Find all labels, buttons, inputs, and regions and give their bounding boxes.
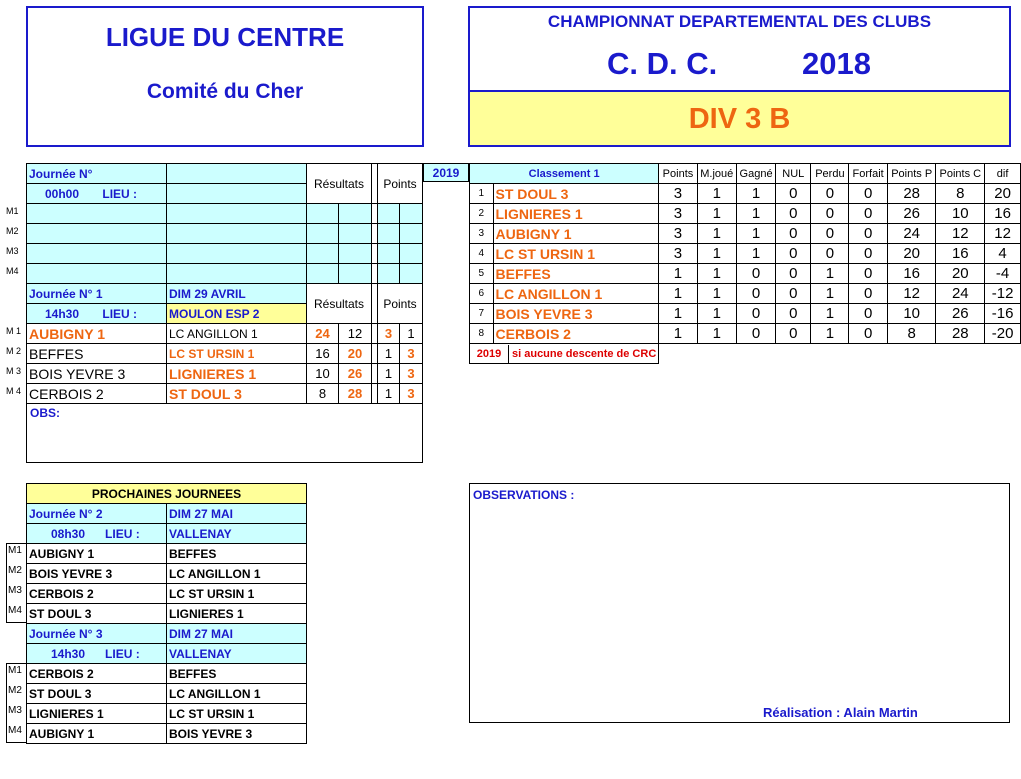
match-label: M3 bbox=[8, 705, 22, 716]
stat-value: 12 bbox=[985, 224, 1021, 244]
stat-value: 3 bbox=[659, 224, 697, 244]
fixture-row bbox=[27, 724, 307, 744]
results-header: Résultats bbox=[307, 164, 372, 204]
stat-value: 1 bbox=[811, 304, 849, 324]
stat-value: 1 bbox=[811, 284, 849, 304]
match-label: M1 bbox=[8, 545, 22, 556]
stat-value: 28 bbox=[936, 324, 985, 344]
away-score: 20 bbox=[339, 344, 372, 364]
home-points: 1 bbox=[378, 344, 400, 364]
home-score: 8 bbox=[307, 384, 339, 404]
stat-value: 20 bbox=[887, 244, 936, 264]
away-team: LC ST URSIN 1 bbox=[167, 704, 307, 724]
away-team: BOIS YEVRE 3 bbox=[167, 724, 307, 744]
stat-value: -16 bbox=[985, 304, 1021, 324]
rank: 7 bbox=[470, 304, 494, 324]
stat-value: 0 bbox=[776, 324, 811, 344]
points-cell bbox=[378, 264, 400, 284]
match-label: M 3 bbox=[6, 366, 22, 376]
match-row bbox=[27, 384, 423, 404]
match-label: M1 bbox=[8, 665, 22, 676]
stat-value: 10 bbox=[936, 204, 985, 224]
standings-body bbox=[470, 184, 1021, 344]
match-label: M4 bbox=[8, 725, 22, 736]
journee2-place: VALLENAY bbox=[167, 524, 307, 544]
stat-value: 0 bbox=[776, 264, 811, 284]
home-team: CERBOIS 2 bbox=[27, 584, 167, 604]
journee2-label: Journée N° 2 bbox=[27, 504, 167, 524]
score-cell bbox=[339, 224, 372, 244]
results-table bbox=[26, 163, 423, 404]
stat-value: 0 bbox=[776, 284, 811, 304]
stat-value: 0 bbox=[776, 304, 811, 324]
stat-value: 3 bbox=[659, 184, 697, 204]
championship-header bbox=[468, 6, 1011, 147]
score-cell bbox=[307, 224, 339, 244]
points-header: Points bbox=[378, 284, 423, 324]
stat-value: 16 bbox=[887, 264, 936, 284]
committee-subtitle: Comité du Cher bbox=[146, 80, 304, 103]
away-team: BEFFES bbox=[167, 664, 307, 684]
journee1-date: DIM 29 AVRIL bbox=[167, 284, 307, 304]
stat-value: 1 bbox=[697, 204, 736, 224]
journee-date-cell bbox=[167, 164, 307, 184]
away-team: LC ANGILLON 1 bbox=[167, 564, 307, 584]
empty-cell bbox=[659, 344, 1021, 364]
standings-table bbox=[469, 163, 1021, 364]
journee3-label: Journée N° 3 bbox=[27, 624, 167, 644]
match-label: M4 bbox=[6, 266, 19, 276]
stat-value: 0 bbox=[776, 244, 811, 264]
stat-value: 1 bbox=[697, 304, 736, 324]
stat-value: 0 bbox=[736, 304, 775, 324]
away-team-cell bbox=[167, 264, 307, 284]
stat-value: 0 bbox=[776, 224, 811, 244]
match-row bbox=[27, 344, 423, 364]
standings-row bbox=[470, 244, 1021, 264]
league-header bbox=[26, 6, 424, 147]
away-points: 3 bbox=[400, 364, 423, 384]
home-team-cell bbox=[27, 224, 167, 244]
column-header: Points C bbox=[936, 164, 985, 184]
match-label: M1 bbox=[6, 206, 19, 216]
column-header: Points P bbox=[887, 164, 936, 184]
stat-value: 16 bbox=[985, 204, 1021, 224]
team-name: LC ANGILLON 1 bbox=[493, 284, 659, 304]
score-cell bbox=[307, 264, 339, 284]
journee1-label: Journée N° 1 bbox=[27, 284, 167, 304]
stat-value: 12 bbox=[936, 224, 985, 244]
home-team: AUBIGNY 1 bbox=[27, 544, 167, 564]
stat-value: 1 bbox=[736, 224, 775, 244]
home-points: 3 bbox=[378, 324, 400, 344]
away-team: LC ST URSIN 1 bbox=[167, 584, 307, 604]
stat-value: 1 bbox=[697, 284, 736, 304]
points-cell bbox=[400, 204, 423, 224]
column-header: Points bbox=[659, 164, 697, 184]
rank: 1 bbox=[470, 184, 494, 204]
home-team-cell bbox=[27, 264, 167, 284]
away-points: 3 bbox=[400, 344, 423, 364]
match-label: M2 bbox=[6, 226, 19, 236]
journee3-date: DIM 27 MAI bbox=[167, 624, 307, 644]
match-label: M2 bbox=[8, 685, 22, 696]
fixture-row bbox=[27, 604, 307, 624]
label-frame bbox=[6, 663, 26, 743]
away-score: 28 bbox=[339, 384, 372, 404]
stat-value: 0 bbox=[849, 184, 888, 204]
stat-value: 0 bbox=[811, 204, 849, 224]
note-cell bbox=[470, 344, 659, 364]
stat-value: 26 bbox=[936, 304, 985, 324]
standings-row bbox=[470, 204, 1021, 224]
stat-value: 1 bbox=[697, 324, 736, 344]
stat-value: 12 bbox=[887, 284, 936, 304]
stat-value: 1 bbox=[736, 244, 775, 264]
division-label: DIV 3 B bbox=[470, 90, 1009, 145]
stat-value: 1 bbox=[659, 264, 697, 284]
journee2-time: 08h30 LIEU : bbox=[27, 524, 167, 544]
upcoming-table bbox=[26, 483, 307, 744]
stat-value: 1 bbox=[811, 324, 849, 344]
stat-value: 8 bbox=[887, 324, 936, 344]
stat-value: 0 bbox=[849, 224, 888, 244]
stat-value: 1 bbox=[659, 284, 697, 304]
match-label: M3 bbox=[6, 246, 19, 256]
fixture-row bbox=[27, 664, 307, 684]
journee1-time: 14h30 LIEU : bbox=[27, 304, 167, 324]
points-cell bbox=[378, 204, 400, 224]
stat-value: 0 bbox=[811, 224, 849, 244]
away-team: LC ANGILLON 1 bbox=[167, 684, 307, 704]
stat-value: 1 bbox=[697, 264, 736, 284]
points-cell bbox=[400, 264, 423, 284]
season-year: 2018 bbox=[802, 46, 871, 81]
home-team: ST DOUL 3 bbox=[27, 684, 167, 704]
match-label: M 4 bbox=[6, 386, 22, 396]
column-header: M.joué bbox=[697, 164, 736, 184]
standings-row bbox=[470, 224, 1021, 244]
stat-value: 1 bbox=[811, 264, 849, 284]
stat-value: 1 bbox=[697, 224, 736, 244]
rank: 8 bbox=[470, 324, 494, 344]
stat-value: 20 bbox=[985, 184, 1021, 204]
away-team-cell bbox=[167, 204, 307, 224]
obs-label: OBS: bbox=[30, 406, 60, 420]
team-name: LC ST URSIN 1 bbox=[493, 244, 659, 264]
standings-row bbox=[470, 184, 1021, 204]
stat-value: 3 bbox=[659, 204, 697, 224]
score-cell bbox=[339, 264, 372, 284]
journee-place-cell bbox=[167, 184, 307, 204]
stat-value: 0 bbox=[736, 284, 775, 304]
away-team: LC ST URSIN 1 bbox=[167, 344, 307, 364]
away-points: 1 bbox=[400, 324, 423, 344]
stat-value: 0 bbox=[849, 264, 888, 284]
fixture-row bbox=[27, 684, 307, 704]
journee-label: Journée N° bbox=[27, 164, 167, 184]
stat-value: 0 bbox=[849, 204, 888, 224]
standings-title: Classement 1 bbox=[470, 164, 659, 184]
match-label: M4 bbox=[8, 605, 22, 616]
label-frame bbox=[6, 543, 26, 623]
stat-value: 10 bbox=[887, 304, 936, 324]
away-team: LIGNIERES 1 bbox=[167, 364, 307, 384]
journee-time: 00h00 LIEU : bbox=[27, 184, 167, 204]
stat-value: 0 bbox=[736, 264, 775, 284]
fixture-row bbox=[27, 584, 307, 604]
column-header: NUL bbox=[776, 164, 811, 184]
note-text: si aucune descente de CRC bbox=[512, 347, 657, 360]
stat-value: 0 bbox=[776, 204, 811, 224]
away-team: LC ANGILLON 1 bbox=[167, 324, 307, 344]
stat-value: 16 bbox=[936, 244, 985, 264]
year-cell: 2019 bbox=[423, 163, 469, 182]
points-cell bbox=[378, 224, 400, 244]
obs-box bbox=[26, 403, 423, 463]
home-points: 1 bbox=[378, 364, 400, 384]
home-team-cell bbox=[27, 244, 167, 264]
stat-value: 4 bbox=[985, 244, 1021, 264]
upcoming-title: PROCHAINES JOURNEES bbox=[27, 484, 307, 504]
stat-value: 1 bbox=[659, 324, 697, 344]
team-name: BOIS YEVRE 3 bbox=[493, 304, 659, 324]
cdc-label: C. D. C. bbox=[607, 46, 718, 81]
column-header: Perdu bbox=[811, 164, 849, 184]
rank: 3 bbox=[470, 224, 494, 244]
journee3-time: 14h30 LIEU : bbox=[27, 644, 167, 664]
observations-box bbox=[469, 483, 1010, 723]
stat-value: 0 bbox=[736, 324, 775, 344]
journee3-place: VALLENAY bbox=[167, 644, 307, 664]
stat-value: 1 bbox=[736, 184, 775, 204]
score-cell bbox=[339, 204, 372, 224]
stat-value: 1 bbox=[659, 304, 697, 324]
stat-value: 1 bbox=[736, 204, 775, 224]
home-team: ST DOUL 3 bbox=[27, 604, 167, 624]
away-team: BEFFES bbox=[167, 544, 307, 564]
stat-value: 0 bbox=[849, 244, 888, 264]
rank: 2 bbox=[470, 204, 494, 224]
observations-label: OBSERVATIONS : bbox=[473, 488, 575, 502]
stat-value: 0 bbox=[811, 184, 849, 204]
away-score: 12 bbox=[339, 324, 372, 344]
team-name: CERBOIS 2 bbox=[493, 324, 659, 344]
results-header: Résultats bbox=[307, 284, 372, 324]
stat-value: 0 bbox=[849, 284, 888, 304]
column-header: dif bbox=[985, 164, 1021, 184]
journee1-place: MOULON ESP 2 bbox=[167, 304, 307, 324]
away-team-cell bbox=[167, 224, 307, 244]
championship-title: CHAMPIONNAT DEPARTEMENTAL DES CLUBS bbox=[547, 12, 932, 31]
rank: 5 bbox=[470, 264, 494, 284]
home-team-cell bbox=[27, 204, 167, 224]
home-score: 24 bbox=[307, 324, 339, 344]
standings-row bbox=[470, 264, 1021, 284]
stat-value: 28 bbox=[887, 184, 936, 204]
match-label: M2 bbox=[8, 565, 22, 576]
points-cell bbox=[378, 244, 400, 264]
column-header: Forfait bbox=[849, 164, 888, 184]
home-score: 10 bbox=[307, 364, 339, 384]
home-team: BOIS YEVRE 3 bbox=[27, 564, 167, 584]
away-points: 3 bbox=[400, 384, 423, 404]
stat-value: 24 bbox=[936, 284, 985, 304]
column-header: Gagné bbox=[736, 164, 775, 184]
standings-row bbox=[470, 304, 1021, 324]
fixture-row bbox=[27, 704, 307, 724]
score-cell bbox=[307, 244, 339, 264]
rank: 4 bbox=[470, 244, 494, 264]
stat-value: 0 bbox=[776, 184, 811, 204]
home-team: AUBIGNY 1 bbox=[27, 724, 167, 744]
stat-value: 0 bbox=[849, 324, 888, 344]
match-label: M 1 bbox=[6, 326, 22, 336]
stat-value: 20 bbox=[936, 264, 985, 284]
home-team: CERBOIS 2 bbox=[27, 384, 167, 404]
team-name: BEFFES bbox=[493, 264, 659, 284]
stat-value: -4 bbox=[985, 264, 1021, 284]
points-header: Points bbox=[378, 164, 423, 204]
fixture-row bbox=[27, 544, 307, 564]
stat-value: 1 bbox=[697, 184, 736, 204]
away-score: 26 bbox=[339, 364, 372, 384]
standings-row bbox=[470, 284, 1021, 304]
score-cell bbox=[307, 204, 339, 224]
stat-value: -12 bbox=[985, 284, 1021, 304]
stat-value: -20 bbox=[985, 324, 1021, 344]
score-cell bbox=[339, 244, 372, 264]
match-label: M 2 bbox=[6, 346, 22, 356]
away-team-cell bbox=[167, 244, 307, 264]
stat-value: 0 bbox=[811, 244, 849, 264]
stat-value: 1 bbox=[697, 244, 736, 264]
stat-value: 3 bbox=[659, 244, 697, 264]
stat-value: 0 bbox=[849, 304, 888, 324]
standings-row bbox=[470, 324, 1021, 344]
team-name: AUBIGNY 1 bbox=[493, 224, 659, 244]
away-team: LIGNIERES 1 bbox=[167, 604, 307, 624]
home-team: CERBOIS 2 bbox=[27, 664, 167, 684]
rank: 6 bbox=[470, 284, 494, 304]
home-team: BEFFES bbox=[27, 344, 167, 364]
note-year: 2019 bbox=[470, 345, 509, 363]
match-label: M3 bbox=[8, 585, 22, 596]
away-team: ST DOUL 3 bbox=[167, 384, 307, 404]
points-cell bbox=[400, 224, 423, 244]
team-name: ST DOUL 3 bbox=[493, 184, 659, 204]
journee2-date: DIM 27 MAI bbox=[167, 504, 307, 524]
league-title: LIGUE DU CENTRE bbox=[105, 22, 345, 52]
home-points: 1 bbox=[378, 384, 400, 404]
home-team: AUBIGNY 1 bbox=[27, 324, 167, 344]
stat-value: 8 bbox=[936, 184, 985, 204]
match-row bbox=[27, 364, 423, 384]
home-team: BOIS YEVRE 3 bbox=[27, 364, 167, 384]
stat-value: 26 bbox=[887, 204, 936, 224]
credit-text: Réalisation : Alain Martin bbox=[763, 705, 918, 720]
fixture-row bbox=[27, 564, 307, 584]
home-score: 16 bbox=[307, 344, 339, 364]
stat-value: 24 bbox=[887, 224, 936, 244]
points-cell bbox=[400, 244, 423, 264]
match-row bbox=[27, 324, 423, 344]
team-name: LIGNIERES 1 bbox=[493, 204, 659, 224]
home-team: LIGNIERES 1 bbox=[27, 704, 167, 724]
